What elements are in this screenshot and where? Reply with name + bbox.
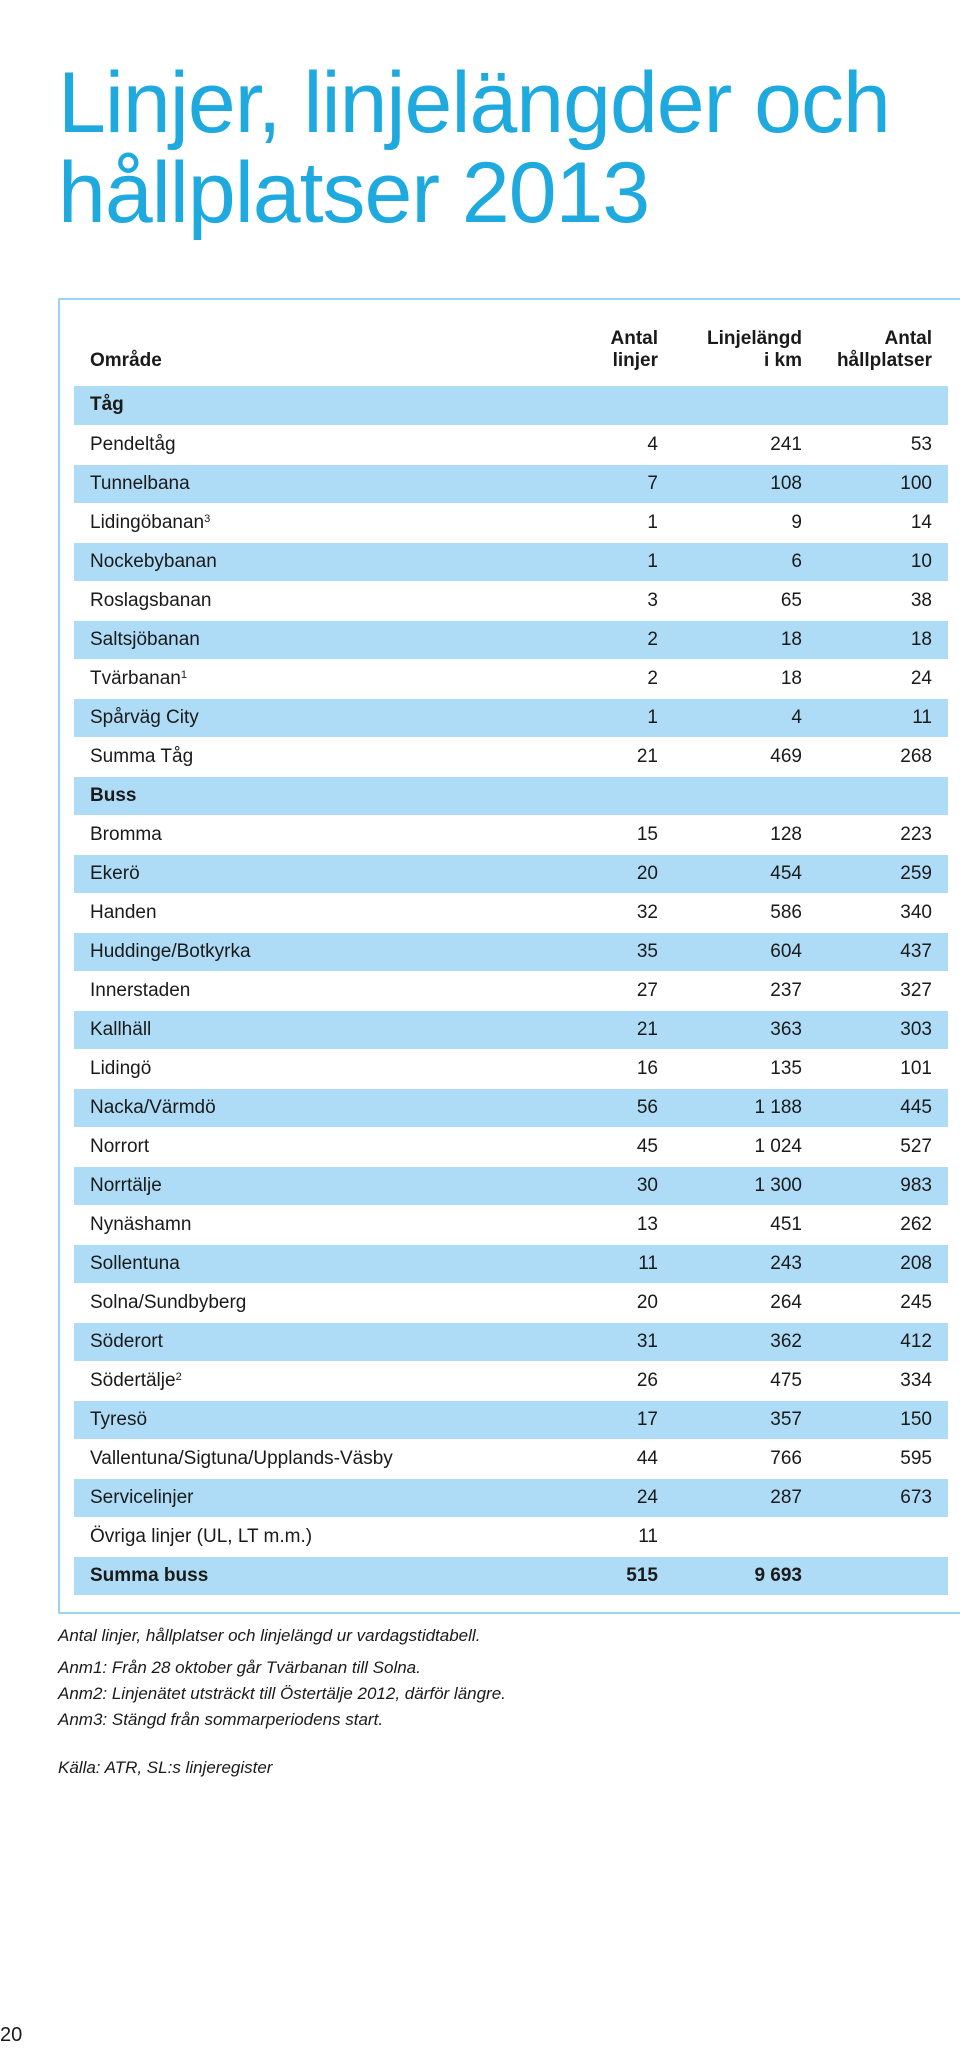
area-name: Servicelinjer bbox=[90, 1486, 194, 1508]
header-length bbox=[674, 318, 818, 386]
area-cell bbox=[74, 815, 548, 854]
area-cell bbox=[74, 1205, 548, 1244]
header-lines bbox=[548, 318, 674, 386]
length-cell: 451 bbox=[674, 1205, 818, 1244]
length-cell: 1 024 bbox=[674, 1127, 818, 1166]
stops-cell: 262 bbox=[818, 1205, 948, 1244]
area-cell bbox=[74, 1088, 548, 1127]
stops-cell: 101 bbox=[818, 1049, 948, 1088]
area-cell bbox=[74, 659, 548, 698]
area-name: Tvärbanan bbox=[90, 667, 181, 689]
area-cell bbox=[74, 737, 548, 776]
table-row bbox=[74, 1361, 948, 1400]
table-row bbox=[74, 815, 948, 854]
header-length-label-1: Linjelängd bbox=[707, 328, 802, 349]
area-name: Nynäshamn bbox=[90, 1213, 192, 1235]
length-cell bbox=[674, 1517, 818, 1556]
note-intro: Antal linjer, hållplatser och linjelängd ur vardagstidtabell. bbox=[58, 1626, 481, 1645]
lines-cell: 2 bbox=[548, 659, 674, 698]
length-cell: 243 bbox=[674, 1244, 818, 1283]
area-cell bbox=[74, 1322, 548, 1361]
area-name: Roslagsbanan bbox=[90, 589, 212, 611]
area-cell bbox=[74, 542, 548, 581]
lines-cell bbox=[548, 776, 674, 815]
table-row bbox=[74, 1088, 948, 1127]
lines-cell: 44 bbox=[548, 1439, 674, 1478]
area-name: Ekerö bbox=[90, 862, 140, 884]
area-cell bbox=[74, 1127, 548, 1166]
stops-cell: 11 bbox=[818, 698, 948, 737]
length-cell: 128 bbox=[674, 815, 818, 854]
area-cell bbox=[74, 971, 548, 1010]
page-title-line-1: Linjer, linjelängder och bbox=[58, 54, 890, 151]
stops-cell bbox=[818, 776, 948, 815]
area-cell bbox=[74, 464, 548, 503]
stops-cell: 53 bbox=[818, 425, 948, 464]
stops-cell: 18 bbox=[818, 620, 948, 659]
length-cell: 604 bbox=[674, 932, 818, 971]
lines-cell: 21 bbox=[548, 1010, 674, 1049]
stops-cell bbox=[818, 1556, 948, 1595]
stops-cell bbox=[818, 1517, 948, 1556]
stops-cell: 14 bbox=[818, 503, 948, 542]
table-row bbox=[74, 1127, 948, 1166]
length-cell: 18 bbox=[674, 659, 818, 698]
stops-cell: 268 bbox=[818, 737, 948, 776]
page-number: 20 bbox=[0, 2024, 23, 2046]
length-cell: 237 bbox=[674, 971, 818, 1010]
table-row bbox=[74, 737, 948, 776]
area-cell bbox=[74, 1361, 548, 1400]
lines-cell: 17 bbox=[548, 1400, 674, 1439]
length-cell: 1 300 bbox=[674, 1166, 818, 1205]
length-cell: 6 bbox=[674, 542, 818, 581]
area-name: Nockebybanan bbox=[90, 550, 217, 572]
table-row bbox=[74, 932, 948, 971]
lines-cell: 11 bbox=[548, 1517, 674, 1556]
lines-cell: 515 bbox=[548, 1556, 674, 1595]
lines-cell: 7 bbox=[548, 464, 674, 503]
stops-cell: 412 bbox=[818, 1322, 948, 1361]
lines-cell: 13 bbox=[548, 1205, 674, 1244]
area-cell bbox=[74, 1517, 548, 1556]
area-name: Bromma bbox=[90, 823, 162, 845]
header-length-label-2: i km bbox=[763, 350, 802, 371]
stops-cell: 223 bbox=[818, 815, 948, 854]
page-title bbox=[58, 54, 938, 241]
table-row bbox=[74, 1166, 948, 1205]
source-note: Källa: ATR, SL:s linjeregister bbox=[58, 1758, 273, 1777]
length-cell: 1 188 bbox=[674, 1088, 818, 1127]
length-cell bbox=[674, 386, 818, 425]
footnote-marker: 3 bbox=[204, 512, 211, 525]
statistics-table-frame bbox=[58, 298, 960, 1614]
table-total-row bbox=[74, 1556, 948, 1595]
area-cell bbox=[74, 1283, 548, 1322]
footnote-marker: 1 bbox=[180, 668, 187, 681]
area-name: Vallentuna/Sigtuna/Upplands-Väsby bbox=[90, 1447, 393, 1469]
length-cell: 18 bbox=[674, 620, 818, 659]
area-cell bbox=[74, 776, 548, 815]
area-cell bbox=[74, 1556, 548, 1595]
stops-cell: 595 bbox=[818, 1439, 948, 1478]
area-cell bbox=[74, 620, 548, 659]
header-lines-label-2: linjer bbox=[612, 350, 658, 371]
table-row bbox=[74, 581, 948, 620]
length-cell: 363 bbox=[674, 1010, 818, 1049]
lines-cell: 56 bbox=[548, 1088, 674, 1127]
area-cell bbox=[74, 503, 548, 542]
length-cell: 9 bbox=[674, 503, 818, 542]
stops-cell: 38 bbox=[818, 581, 948, 620]
length-cell: 469 bbox=[674, 737, 818, 776]
length-cell: 362 bbox=[674, 1322, 818, 1361]
table-row bbox=[74, 425, 948, 464]
length-cell: 357 bbox=[674, 1400, 818, 1439]
area-cell bbox=[74, 1166, 548, 1205]
table-row bbox=[74, 1244, 948, 1283]
area-cell bbox=[74, 386, 548, 425]
header-lines-label-1: Antal bbox=[610, 328, 658, 349]
header-stops-label-1: Antal bbox=[884, 328, 932, 349]
table-row bbox=[74, 698, 948, 737]
table-row bbox=[74, 1517, 948, 1556]
lines-cell: 35 bbox=[548, 932, 674, 971]
length-cell: 108 bbox=[674, 464, 818, 503]
table-header-row bbox=[74, 318, 948, 386]
stops-cell: 208 bbox=[818, 1244, 948, 1283]
area-cell bbox=[74, 1244, 548, 1283]
footnote-marker: 2 bbox=[175, 1370, 182, 1383]
header-area bbox=[74, 318, 548, 386]
area-name: Sollentuna bbox=[90, 1252, 180, 1274]
length-cell: 4 bbox=[674, 698, 818, 737]
stops-cell bbox=[818, 386, 948, 425]
length-cell: 135 bbox=[674, 1049, 818, 1088]
stops-cell: 340 bbox=[818, 893, 948, 932]
length-cell: 475 bbox=[674, 1361, 818, 1400]
lines-cell: 32 bbox=[548, 893, 674, 932]
lines-cell: 1 bbox=[548, 503, 674, 542]
lines-cell: 20 bbox=[548, 854, 674, 893]
statistics-table bbox=[74, 318, 948, 1596]
length-cell: 264 bbox=[674, 1283, 818, 1322]
table-row bbox=[74, 620, 948, 659]
table-row bbox=[74, 464, 948, 503]
length-cell: 586 bbox=[674, 893, 818, 932]
note-anm1: Anm1: Från 28 oktober går Tvärbanan till Solna. bbox=[58, 1658, 421, 1677]
length-cell: 454 bbox=[674, 854, 818, 893]
area-name: Buss bbox=[90, 784, 137, 806]
table-row bbox=[74, 1400, 948, 1439]
lines-cell: 27 bbox=[548, 971, 674, 1010]
stops-cell: 983 bbox=[818, 1166, 948, 1205]
area-cell bbox=[74, 854, 548, 893]
length-cell: 65 bbox=[674, 581, 818, 620]
lines-cell: 15 bbox=[548, 815, 674, 854]
area-cell bbox=[74, 698, 548, 737]
lines-cell: 1 bbox=[548, 542, 674, 581]
header-area-label: Område bbox=[90, 350, 162, 371]
table-body bbox=[74, 386, 948, 1595]
area-name: Tåg bbox=[90, 394, 124, 416]
stops-cell: 334 bbox=[818, 1361, 948, 1400]
area-name: Söderort bbox=[90, 1330, 163, 1352]
stops-cell: 245 bbox=[818, 1283, 948, 1322]
area-name: Summa buss bbox=[90, 1564, 209, 1586]
table-row bbox=[74, 1205, 948, 1244]
lines-cell: 4 bbox=[548, 425, 674, 464]
table-row bbox=[74, 1322, 948, 1361]
stops-cell: 24 bbox=[818, 659, 948, 698]
area-name: Spårväg City bbox=[90, 706, 199, 728]
area-name: Kallhäll bbox=[90, 1018, 152, 1040]
stops-cell: 527 bbox=[818, 1127, 948, 1166]
area-name: Tyresö bbox=[90, 1408, 148, 1430]
area-name: Handen bbox=[90, 901, 157, 923]
lines-cell: 1 bbox=[548, 698, 674, 737]
lines-cell: 45 bbox=[548, 1127, 674, 1166]
area-name: Norrtälje bbox=[90, 1174, 162, 1196]
table-row bbox=[74, 503, 948, 542]
stops-cell: 445 bbox=[818, 1088, 948, 1127]
area-cell bbox=[74, 932, 548, 971]
note-anm2: Anm2: Linjenätet utsträckt till Östertälje 2012, därför längre. bbox=[58, 1684, 506, 1703]
lines-cell bbox=[548, 386, 674, 425]
area-name: Solna/Sundbyberg bbox=[90, 1291, 247, 1313]
area-cell bbox=[74, 425, 548, 464]
length-cell: 766 bbox=[674, 1439, 818, 1478]
length-cell: 9 693 bbox=[674, 1556, 818, 1595]
lines-cell: 2 bbox=[548, 620, 674, 659]
area-cell bbox=[74, 1400, 548, 1439]
area-cell bbox=[74, 893, 548, 932]
table-notes bbox=[58, 1623, 938, 1733]
area-cell bbox=[74, 1478, 548, 1517]
length-cell bbox=[674, 776, 818, 815]
area-name: Pendeltåg bbox=[90, 433, 176, 455]
length-cell: 241 bbox=[674, 425, 818, 464]
stops-cell: 327 bbox=[818, 971, 948, 1010]
table-row bbox=[74, 1010, 948, 1049]
area-name: Lidingö bbox=[90, 1057, 152, 1079]
lines-cell: 16 bbox=[548, 1049, 674, 1088]
table-row bbox=[74, 1478, 948, 1517]
area-name: Södertälje bbox=[90, 1369, 176, 1391]
length-cell: 287 bbox=[674, 1478, 818, 1517]
stops-cell: 259 bbox=[818, 854, 948, 893]
table-row bbox=[74, 1439, 948, 1478]
table-section-row bbox=[74, 386, 948, 425]
table-row bbox=[74, 1049, 948, 1088]
stops-cell: 303 bbox=[818, 1010, 948, 1049]
table-row bbox=[74, 1283, 948, 1322]
lines-cell: 31 bbox=[548, 1322, 674, 1361]
area-name: Saltsjöbanan bbox=[90, 628, 200, 650]
area-name: Lidingöbanan bbox=[90, 511, 205, 533]
area-name: Norrort bbox=[90, 1135, 150, 1157]
area-name: Tunnelbana bbox=[90, 472, 190, 494]
page-title-line-2: hållplatser 2013 bbox=[58, 144, 650, 241]
stops-cell: 150 bbox=[818, 1400, 948, 1439]
lines-cell: 21 bbox=[548, 737, 674, 776]
area-name: Nacka/Värmdö bbox=[90, 1096, 216, 1118]
area-name: Huddinge/Botkyrka bbox=[90, 940, 251, 962]
table-section-row bbox=[74, 776, 948, 815]
table-row bbox=[74, 893, 948, 932]
header-stops-label-2: hållplatser bbox=[836, 350, 932, 371]
area-cell bbox=[74, 1049, 548, 1088]
stops-cell: 437 bbox=[818, 932, 948, 971]
stops-cell: 10 bbox=[818, 542, 948, 581]
stops-cell: 673 bbox=[818, 1478, 948, 1517]
note-anm3: Anm3: Stängd från sommarperiodens start. bbox=[58, 1710, 384, 1729]
area-name: Summa Tåg bbox=[90, 745, 194, 767]
table-row bbox=[74, 971, 948, 1010]
lines-cell: 26 bbox=[548, 1361, 674, 1400]
lines-cell: 24 bbox=[548, 1478, 674, 1517]
stops-cell: 100 bbox=[818, 464, 948, 503]
table-row bbox=[74, 542, 948, 581]
area-name: Övriga linjer (UL, LT m.m.) bbox=[90, 1525, 313, 1547]
area-cell bbox=[74, 1439, 548, 1478]
lines-cell: 20 bbox=[548, 1283, 674, 1322]
lines-cell: 3 bbox=[548, 581, 674, 620]
area-cell bbox=[74, 581, 548, 620]
area-name: Innerstaden bbox=[90, 979, 191, 1001]
lines-cell: 30 bbox=[548, 1166, 674, 1205]
table-row bbox=[74, 659, 948, 698]
table-row bbox=[74, 854, 948, 893]
area-cell bbox=[74, 1010, 548, 1049]
lines-cell: 11 bbox=[548, 1244, 674, 1283]
header-stops bbox=[818, 318, 948, 386]
